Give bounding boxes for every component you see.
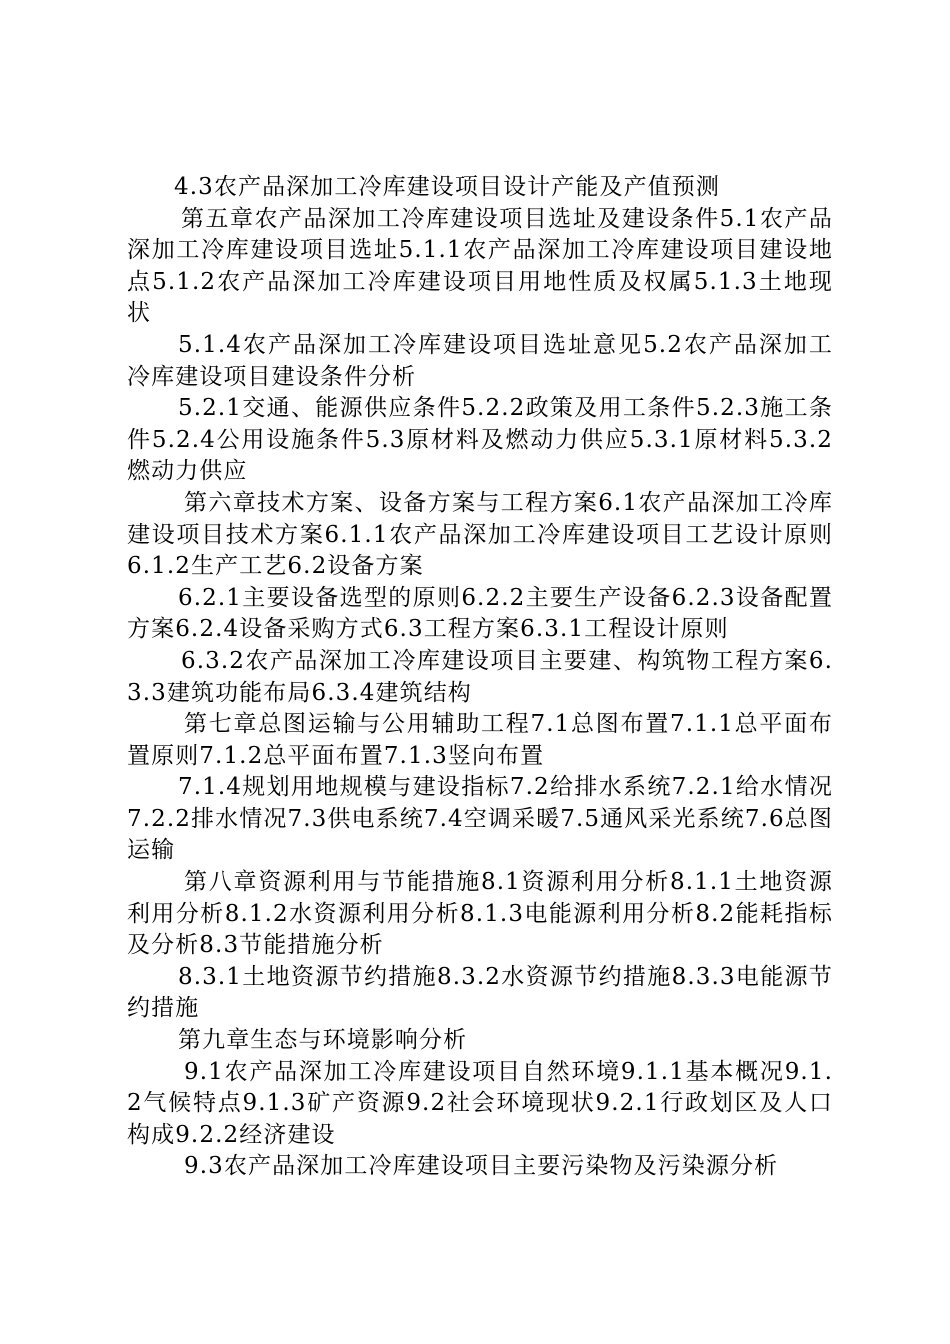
toc-paragraph-5-1-4: 5.1.4农产品深加工冷库建设项目选址意见5.2农产品深加工冷库建设项目建设条件分析	[127, 331, 833, 390]
toc-paragraph-chapter-6: 第六章技术方案、设备方案与工程方案6.1农产品深加工冷库建设项目技术方案6.1.1农产品深加工冷库建设项目工艺设计原则6.1.2生产工艺6.2设备方案	[127, 489, 833, 580]
toc-paragraph-4-3: 4.3农产品深加工冷库建设项目设计产能及产值预测	[174, 174, 720, 200]
table-of-contents-text	[127, 172, 833, 1183]
toc-paragraph-6-2-1: 6.2.1主要设备选型的原则6.2.2主要生产设备6.2.3设备配置方案6.2.4设备采购方式6.3工程方案6.3.1工程设计原则	[127, 584, 833, 643]
toc-paragraph-7-1-4: 7.1.4规划用地规模与建设指标7.2给排水系统7.2.1给水情况7.2.2排水情况7.3供电系统7.4空调采暖7.5通风采光系统7.6总图运输	[127, 774, 833, 864]
toc-paragraph-chapter-5: 第五章农产品深加工冷库建设项目选址及建设条件5.1农产品深加工冷库建设项目选址5.1.1农产品深加工冷库建设项目建设地点5.1.2农产品深加工冷库建设项目用地性质及权属5.1.3土地现状	[127, 205, 833, 327]
toc-paragraph-chapter-7: 第七章总图运输与公用辅助工程7.1总图布置7.1.1总平面布置原则7.1.2总平面布置7.1.3竖向布置	[127, 711, 833, 769]
toc-paragraph-6-3-2: 6.3.2农产品深加工冷库建设项目主要建、构筑物工程方案6.3.3建筑功能布局6.3.4建筑结构	[127, 647, 833, 706]
toc-paragraph-chapter-8: 第八章资源利用与节能措施8.1资源利用分析8.1.1土地资源利用分析8.1.2水资源利用分析8.1.3电能源利用分析8.2能耗指标及分析8.3节能措施分析	[127, 869, 833, 959]
toc-paragraph-9-1: 9.1农产品深加工冷库建设项目自然环境9.1.1基本概况9.1.2气候特点9.1.3矿产资源9.2社会环境现状9.2.1行政划区及人口构成9.2.2经济建设	[127, 1058, 833, 1148]
toc-paragraph-chapter-9: 第九章生态与环境影响分析	[178, 1027, 468, 1054]
toc-paragraph-8-3-1: 8.3.1土地资源节约措施8.3.2水资源节约措施8.3.3电能源节约措施	[127, 963, 833, 1022]
toc-paragraph-5-2-1: 5.2.1交通、能源供应条件5.2.2政策及用工条件5.2.3施工条件5.2.4公用设施条件5.3原材料及燃动力供应5.3.1原材料5.3.2燃动力供应	[127, 395, 833, 485]
toc-paragraph-9-3: 9.3农产品深加工冷库建设项目主要污染物及污染源分析	[184, 1153, 779, 1180]
